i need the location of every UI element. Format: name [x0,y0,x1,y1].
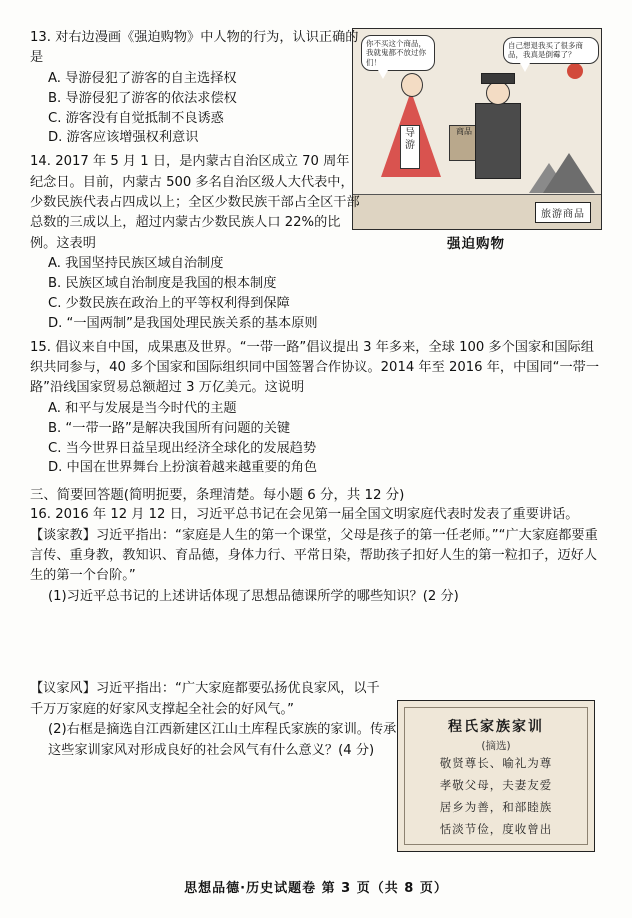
question-16-talk-block [30,526,602,587]
question-15-option-c: C. 当今世界日益呈现出经济全球化的发展趋势 [48,440,317,456]
goods-box: 商品 [449,125,479,161]
question-14-option-b: B. 民族区域自治制度是我国的根本制度 [48,276,277,292]
section-three-title: 三、简要回答题(简明扼要，条理清楚。每小题 6 分，共 12 分) [30,488,405,504]
family-motto-title: 程氏家族家训 [448,719,544,735]
talk-label: 【谈家教】 [30,527,96,543]
question-16-number: 16. [30,507,51,523]
family-motto-line-2: 孝敬父母，夫妻友爱 [439,777,553,792]
speech-bubble-right: 自己想退我买了很多商品，我真是倒霉了？ [503,37,599,64]
cartoon-caption: 强迫购物 [447,236,505,252]
talk-text: 习近平指出：“家庭是人生的第一个课堂，父母是孩子的第一任老师。”“广大家庭都要重言传、重身教，教知识、育品德，身体力行、平常日染，帮助孩子扣好人生的第一粒扣子，迈好人生的第一个台阶。” [30,527,598,584]
question-14-option-c: C. 少数民族在政治上的平等权利得到保障 [48,295,290,311]
question-14-option-d: D. “一国两制”是我国处理民族关系的基本原则 [48,315,318,331]
question-15 [30,338,602,479]
family-motto-inner [404,707,588,845]
question-13-number: 13. [30,30,51,45]
question-15-option-a: A. 和平与发展是当今时代的主题 [48,400,237,416]
family-motto-line-4: 恬淡节俭，度收曾出 [439,821,553,836]
question-14-option-a: A. 我国坚持民族区域自治制度 [48,256,224,272]
question-13-option-b: B. 导游侵犯了游客的依法求偿权 [48,90,237,106]
question-13-option-a: A. 导游侵犯了游客的自主选择权 [48,70,237,86]
question-15-option-d: D. 中国在世界舞台上扮演着越来越重要的角色 [48,460,318,476]
question-16-wind-block [30,679,380,720]
question-14-stem [30,152,360,254]
family-motto-line-1: 敬贤尊长、喻礼为尊 [439,756,553,770]
question-16-lead-text: 2016 年 12 月 12 日，习近平总书记在会见第一届全国文明家庭代表时发表了重要讲话。 [55,507,579,523]
family-motto-box [397,700,595,852]
question-16-lead [30,505,602,525]
question-14-number: 14. [30,154,51,170]
question-16-sub2: (2)右框是摘选自江西新建区江山土库程氏家族的家训。传承这些家训家风对形成良好的社会风气有什么意义？(4 分) [48,722,397,758]
wind-text: 习近平指出：“广大家庭都要弘扬优良家风，以千千万万家庭的好家风支撑起全社会的好风气。” [30,681,380,717]
question-14-text: 2017 年 5 月 1 日，是内蒙古自治区成立 70 周年纪念日。目前，内蒙古 500 多名自治区级人大代表中，少数民族代表占四成以上；全区少数民族干部占全区干部总数的三成以上，超过内蒙古少数民族人口 22%的比例。这表明 [30,154,360,251]
guide-badge: 导游 [400,125,420,169]
wind-label: 【议家风】 [30,681,96,697]
family-motto-subtitle: (摘选) [481,740,511,752]
question-13-text: 对右边漫画《强迫购物》中人物的行为，认识正确的是 [30,30,359,66]
question-16-sub1: (1)习近平总书记的上述讲话体现了思想品德课所学的哪些知识？(2 分) [48,588,459,604]
question-15-option-b: B. “一带一路”是解决我国所有问题的关键 [48,420,291,436]
question-13-option-d: D. 游客应该增强权利意识 [48,130,199,146]
question-14 [30,152,602,333]
question-column [30,28,602,765]
answer-space-1 [30,607,602,679]
family-motto-line-3: 居乡为善，和部睦族 [439,799,553,814]
question-13-option-c: C. 游客没有自觉抵制不良诱惑 [48,110,224,126]
speech-bubble-left: 你不买这个商品，我就鬼都不放过你们！ [361,35,435,71]
page-footer: 思想品德·历史试题卷 第 3 页（共 8 页） [184,881,448,896]
question-15-text: 倡议来自中国，成果惠及世界。“一带一路”倡议提出 3 年多来，全球 100 多个国家和国际组织共同参与，40 多个国家和国际组织同中国签署合作协议。2014 年至 2016 年，中国同“一带一路”沿线国家贸易总额超过 3 万亿美元。这说明 [30,339,600,396]
question-13 [30,28,360,148]
question-15-stem [30,338,602,399]
question-13-stem [30,28,360,69]
shop-sign: 旅游商品 [535,202,591,223]
question-15-number: 15. [30,339,51,355]
